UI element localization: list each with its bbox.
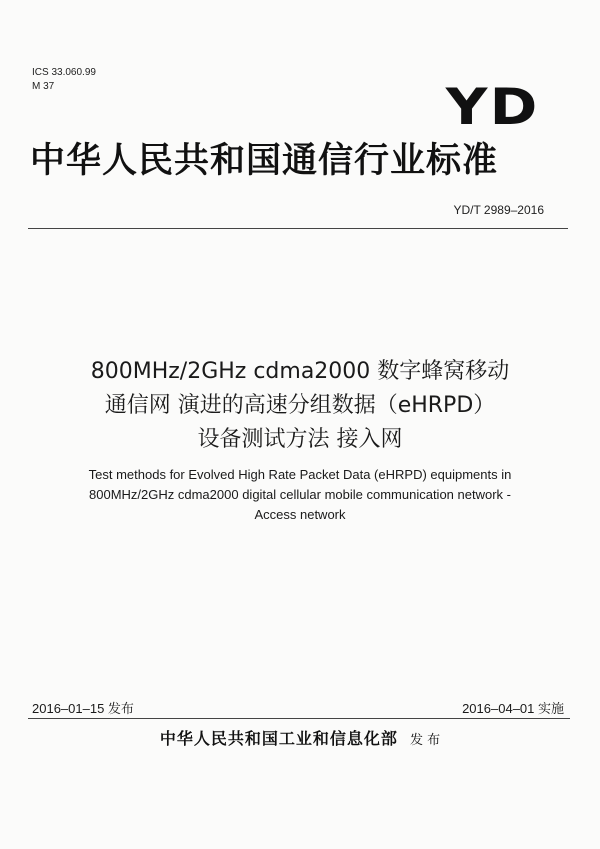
issue-action: 发 布	[409, 733, 441, 748]
standard-code: YD/T 2989–2016	[453, 203, 544, 217]
english-title	[0, 465, 600, 525]
implementation-date: 2016–04–01 实施	[462, 701, 564, 716]
issuer-line	[0, 726, 600, 749]
header-divider	[28, 228, 568, 229]
english-title-line-3: Access network	[254, 507, 346, 522]
chinese-title	[0, 355, 600, 457]
classification-block	[32, 66, 96, 94]
ics-code: ICS 33.060.99	[32, 67, 96, 78]
ccs-code: M 37	[32, 81, 55, 92]
english-title-line-1: Test methods for Evolved High Rate Packet Data (eHRPD) equipments in	[88, 467, 512, 482]
chinese-title-line-1: 800MHz/2GHz cdma2000 数字蜂窝移动	[90, 359, 510, 384]
chinese-title-line-3: 设备测试方法 接入网	[197, 427, 403, 452]
yd-logo: YD	[446, 78, 540, 136]
issuing-organization: 中华人民共和国工业和信息化部	[159, 729, 398, 748]
english-title-line-2: 800MHz/2GHz cdma2000 digital cellular mobile communication network -	[89, 487, 511, 502]
publication-date: 2016–01–15 发布	[32, 701, 134, 716]
chinese-title-line-2: 通信网 演进的高速分组数据（eHRPD）	[104, 393, 496, 418]
date-row	[28, 698, 568, 716]
footer-divider	[28, 718, 570, 719]
standard-title: 中华人民共和国通信行业标准	[30, 141, 499, 181]
